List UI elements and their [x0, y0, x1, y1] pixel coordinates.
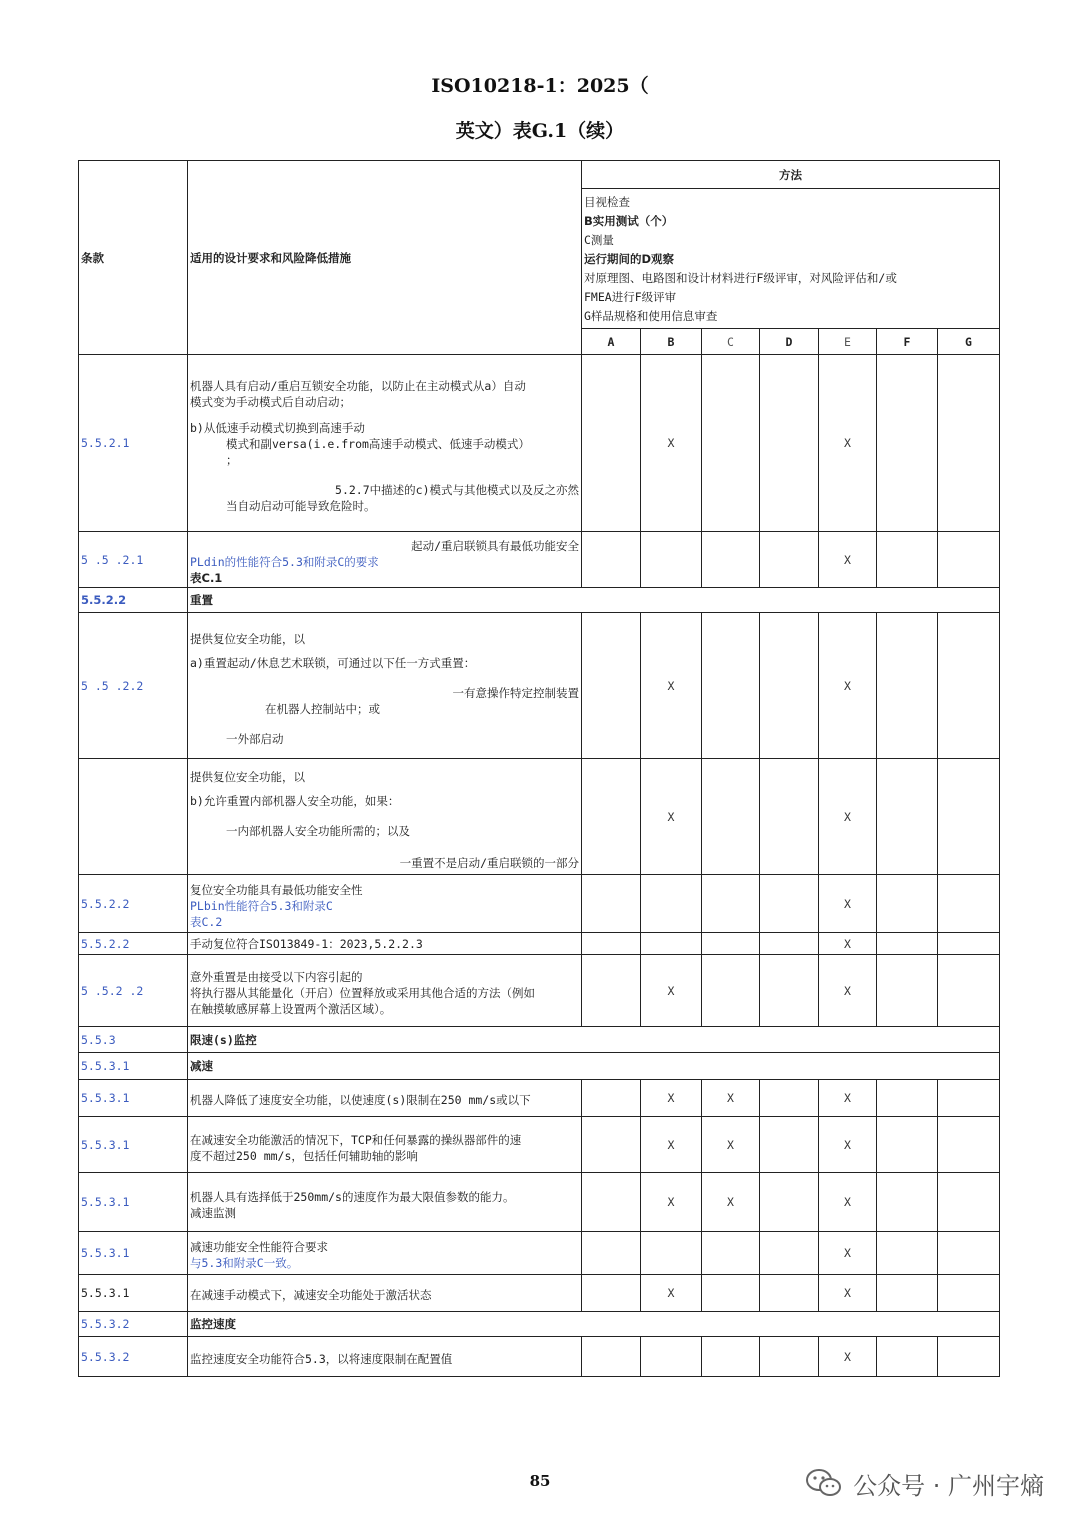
- mark-d: [760, 875, 819, 933]
- wechat-icon: [805, 1468, 843, 1498]
- req-line: 与5.3和附录C一致。: [190, 1256, 299, 1270]
- section-title: 限速(s)监控: [188, 1027, 1000, 1053]
- mark-c: [702, 1337, 760, 1377]
- clause-cell: 5.5.3.2: [79, 1312, 188, 1337]
- table-row: [79, 1232, 1000, 1275]
- mark-g: [938, 355, 1000, 532]
- mark-e: X: [819, 933, 877, 955]
- req-line: 减速监测: [190, 1206, 236, 1220]
- requirement-cell: 机器人降低了速度安全功能，以使速度(s)限制在250 mm/s或以下: [188, 1080, 582, 1117]
- mark-b: [641, 875, 702, 933]
- req-line: 减速功能安全性能符合要求: [190, 1240, 328, 1254]
- mark-c: [702, 355, 760, 532]
- mark-d: [760, 1080, 819, 1117]
- requirements-table: [78, 160, 1000, 1377]
- requirement-cell: 在减速手动模式下，减速安全功能处于激活状态: [188, 1275, 582, 1312]
- req-line: PLdin的性能符合5.3和附录C的要求: [190, 555, 379, 569]
- mark-g: [938, 1337, 1000, 1377]
- clause-cell: 5.5.3.1: [79, 1173, 188, 1232]
- mark-g: [938, 1232, 1000, 1275]
- mark-b: X: [641, 355, 702, 532]
- mark-d: [760, 613, 819, 759]
- mark-b: X: [641, 1173, 702, 1232]
- mark-d: [760, 1275, 819, 1312]
- mark-f: [877, 355, 938, 532]
- mark-g: [938, 613, 1000, 759]
- mark-e: X: [819, 1117, 877, 1173]
- req-line: 机器人具有启动/重启互锁安全功能，以防止在主动模式从a）自动: [190, 379, 526, 393]
- col-a: A: [582, 329, 641, 355]
- methods-legend: [582, 189, 1000, 329]
- mark-b: X: [641, 1275, 702, 1312]
- table-row: [79, 875, 1000, 933]
- mark-c: [702, 613, 760, 759]
- mark-e: X: [819, 759, 877, 875]
- table-row: [79, 532, 1000, 588]
- mark-g: [938, 955, 1000, 1027]
- mark-f: [877, 933, 938, 955]
- title-line-1: ISO10218-1：2025（: [431, 75, 649, 97]
- req-line: PLbin性能符合5.3和附录C: [190, 899, 333, 913]
- mark-c: X: [702, 1173, 760, 1232]
- table-row: [79, 933, 1000, 955]
- mark-c: [702, 875, 760, 933]
- mark-f: [877, 1117, 938, 1173]
- req-line: 表C.1: [190, 571, 223, 585]
- table-row: [79, 1337, 1000, 1377]
- table-row: [79, 613, 1000, 759]
- method-e-2: FMEA进行F级评审: [584, 290, 677, 304]
- requirement-cell: 监控速度安全功能符合5.3，以将速度限制在配置值: [188, 1337, 582, 1377]
- clause-cell: 5.5.2.2: [79, 933, 188, 955]
- mark-a: [582, 355, 641, 532]
- mark-f: [877, 955, 938, 1027]
- mark-d: [760, 759, 819, 875]
- clause-cell: 5.5.2.1: [79, 355, 188, 532]
- mark-d: [760, 1232, 819, 1275]
- method-b: B实用测试（个）: [584, 214, 674, 228]
- mark-b: X: [641, 613, 702, 759]
- method-a: 目视检查: [584, 195, 630, 209]
- req-line: 一内部机器人安全功能所需的；以及: [226, 823, 410, 838]
- mark-g: [938, 1275, 1000, 1312]
- mark-f: [877, 1173, 938, 1232]
- mark-f: [877, 1080, 938, 1117]
- requirement-cell: [188, 759, 582, 875]
- section-row: [79, 1027, 1000, 1053]
- mark-b: [641, 1232, 702, 1275]
- req-line: a)重置起动/休息艺术联锁，可通过以下任一方式重置：: [190, 655, 476, 670]
- mark-a: [582, 875, 641, 933]
- page-number: 85: [529, 1472, 551, 1490]
- mark-a: [582, 955, 641, 1027]
- requirement-cell: [188, 532, 582, 588]
- mark-f: [877, 759, 938, 875]
- mark-b: X: [641, 1080, 702, 1117]
- mark-d: [760, 1337, 819, 1377]
- clause-cell: 5 .5.2 .2: [79, 955, 188, 1027]
- mark-a: [582, 1080, 641, 1117]
- req-line: 在机器人控制站中；或: [265, 701, 380, 716]
- req-line: 起动/重启联锁具有最低功能安全: [411, 539, 579, 553]
- mark-d: [760, 1173, 819, 1232]
- req-line: 模式和副versa(i.e.from高速手动模式、低速手动模式）: [226, 437, 530, 451]
- req-line: 提供复位安全功能，以: [190, 769, 305, 784]
- mark-b: X: [641, 1117, 702, 1173]
- mark-c: [702, 1275, 760, 1312]
- clause-cell: 5.5.2.2: [79, 875, 188, 933]
- mark-a: [582, 759, 641, 875]
- col-e: E: [819, 329, 877, 355]
- mark-b: X: [641, 759, 702, 875]
- method-g: G样品规格和使用信息审查: [584, 309, 718, 323]
- mark-e: X: [819, 1080, 877, 1117]
- mark-e: X: [819, 532, 877, 588]
- req-line: 表C.2: [190, 915, 223, 929]
- req-line: 一外部启动: [226, 731, 284, 746]
- watermark-text: 公众号 · 广州宇熵: [853, 1471, 1044, 1500]
- section-title: 监控速度: [188, 1312, 1000, 1337]
- watermark: [805, 1463, 1044, 1503]
- mark-g: [938, 1117, 1000, 1173]
- method-c: C测量: [584, 233, 614, 247]
- col-b: B: [641, 329, 702, 355]
- mark-g: [938, 759, 1000, 875]
- mark-g: [938, 532, 1000, 588]
- requirement-cell: [188, 1173, 582, 1232]
- clause-cell: 5.5.3.1: [79, 1275, 188, 1312]
- req-line: ；: [226, 453, 238, 467]
- mark-a: [582, 1275, 641, 1312]
- mark-d: [760, 933, 819, 955]
- mark-a: [582, 1173, 641, 1232]
- col-f: F: [877, 329, 938, 355]
- req-line: 意外重置是由接受以下内容引起的: [190, 970, 363, 984]
- mark-a: [582, 1337, 641, 1377]
- mark-d: [760, 532, 819, 588]
- table-row: [79, 355, 1000, 532]
- clause-cell: 5.5.3.1: [79, 1117, 188, 1173]
- req-line: 将执行器从其能量化（开启）位置释放或采用其他合适的方法（例如: [190, 986, 535, 1000]
- req-line: 机器人具有选择低于250mm/s的速度作为最大限值参数的能力。: [190, 1190, 515, 1204]
- mark-c: [702, 955, 760, 1027]
- mark-g: [938, 875, 1000, 933]
- requirement-cell: [188, 875, 582, 933]
- methods-header: 方法: [582, 161, 1000, 189]
- mark-a: [582, 933, 641, 955]
- mark-a: [582, 532, 641, 588]
- clause-cell: 5.5.3.1: [79, 1232, 188, 1275]
- req-line: 度不超过250 mm/s，包括任何辅助轴的影响: [190, 1148, 418, 1163]
- mark-a: [582, 1117, 641, 1173]
- mark-c: [702, 759, 760, 875]
- mark-d: [760, 355, 819, 532]
- mark-e: X: [819, 875, 877, 933]
- col-d: D: [760, 329, 819, 355]
- req-line: 复位安全功能具有最低功能安全性: [190, 883, 363, 897]
- mark-d: [760, 955, 819, 1027]
- mark-g: [938, 1173, 1000, 1232]
- mark-c: [702, 1232, 760, 1275]
- table-row: [79, 1117, 1000, 1173]
- mark-c: X: [702, 1117, 760, 1173]
- mark-f: [877, 1275, 938, 1312]
- clause-cell: [79, 759, 188, 875]
- table-row: [79, 955, 1000, 1027]
- section-row: [79, 1312, 1000, 1337]
- requirement-cell: [188, 355, 582, 532]
- mark-e: X: [819, 1337, 877, 1377]
- mark-d: [760, 1117, 819, 1173]
- clause-cell: 5.5.3.1: [79, 1053, 188, 1080]
- mark-f: [877, 1232, 938, 1275]
- mark-e: X: [819, 955, 877, 1027]
- table-row: [79, 1173, 1000, 1232]
- mark-b: [641, 933, 702, 955]
- clause-header: 条款: [79, 161, 188, 355]
- mark-e: X: [819, 1275, 877, 1312]
- req-line: 一重置不是启动/重启联锁的一部分: [399, 855, 579, 870]
- clause-cell: 5.5.3: [79, 1027, 188, 1053]
- requirement-cell: 手动复位符合ISO13849-1：2023,5.2.2.3: [188, 933, 582, 955]
- mark-c: [702, 532, 760, 588]
- mark-a: [582, 613, 641, 759]
- mark-f: [877, 875, 938, 933]
- section-title: 减速: [188, 1053, 1000, 1080]
- clause-cell: 5.5.2.2: [79, 588, 188, 613]
- method-d: 运行期间的D观察: [584, 252, 675, 266]
- col-g: G: [938, 329, 1000, 355]
- table-row: [79, 1080, 1000, 1117]
- mark-g: [938, 933, 1000, 955]
- mark-g: [938, 1080, 1000, 1117]
- requirement-cell: [188, 1232, 582, 1275]
- mark-b: X: [641, 955, 702, 1027]
- requirement-header: 适用的设计要求和风险降低措施: [188, 161, 582, 355]
- mark-c: X: [702, 1080, 760, 1117]
- req-line: 一有意操作特定控制装置: [452, 685, 579, 700]
- mark-e: X: [819, 1232, 877, 1275]
- req-line: 在减速安全功能激活的情况下，TCP和任何暴露的操纵器部件的速: [190, 1132, 522, 1147]
- requirement-cell: [188, 613, 582, 759]
- col-c: C: [702, 329, 760, 355]
- req-line: b)从低速手动模式切换到高速手动: [190, 421, 365, 435]
- clause-cell: 5.5.3.1: [79, 1080, 188, 1117]
- section-title: 重置: [188, 588, 1000, 613]
- req-line: 模式变为手动模式后自动启动；: [190, 395, 351, 409]
- mark-e: X: [819, 355, 877, 532]
- method-e-1: 对原理图、电路图和设计材料进行F级评审，对风险评估和/或: [584, 271, 897, 285]
- mark-a: [582, 1232, 641, 1275]
- mark-f: [877, 613, 938, 759]
- clause-cell: 5 .5 .2.2: [79, 613, 188, 759]
- mark-e: X: [819, 613, 877, 759]
- requirement-cell: [188, 955, 582, 1027]
- req-line: 当自动启动可能导致危险时。: [226, 499, 376, 513]
- section-row: [79, 1053, 1000, 1080]
- mark-f: [877, 1337, 938, 1377]
- section-row: [79, 588, 1000, 613]
- mark-b: [641, 532, 702, 588]
- requirement-cell: [188, 1117, 582, 1173]
- mark-b: [641, 1337, 702, 1377]
- title-line-2: 英文）表G.1（续）: [455, 120, 625, 142]
- req-line: 5.2.7中描述的c)模式与其他模式以及反之亦然: [335, 483, 579, 497]
- mark-c: [702, 933, 760, 955]
- clause-cell: 5 .5 .2.1: [79, 532, 188, 588]
- req-line: 在触摸敏感屏幕上设置两个激活区域）。: [190, 1002, 392, 1016]
- clause-cell: 5.5.3.2: [79, 1337, 188, 1377]
- table-row: [79, 1275, 1000, 1312]
- req-line: b)允许重置内部机器人安全功能，如果：: [190, 793, 400, 808]
- req-line: 提供复位安全功能，以: [190, 631, 305, 646]
- mark-e: X: [819, 1173, 877, 1232]
- table-row: [79, 759, 1000, 875]
- mark-f: [877, 532, 938, 588]
